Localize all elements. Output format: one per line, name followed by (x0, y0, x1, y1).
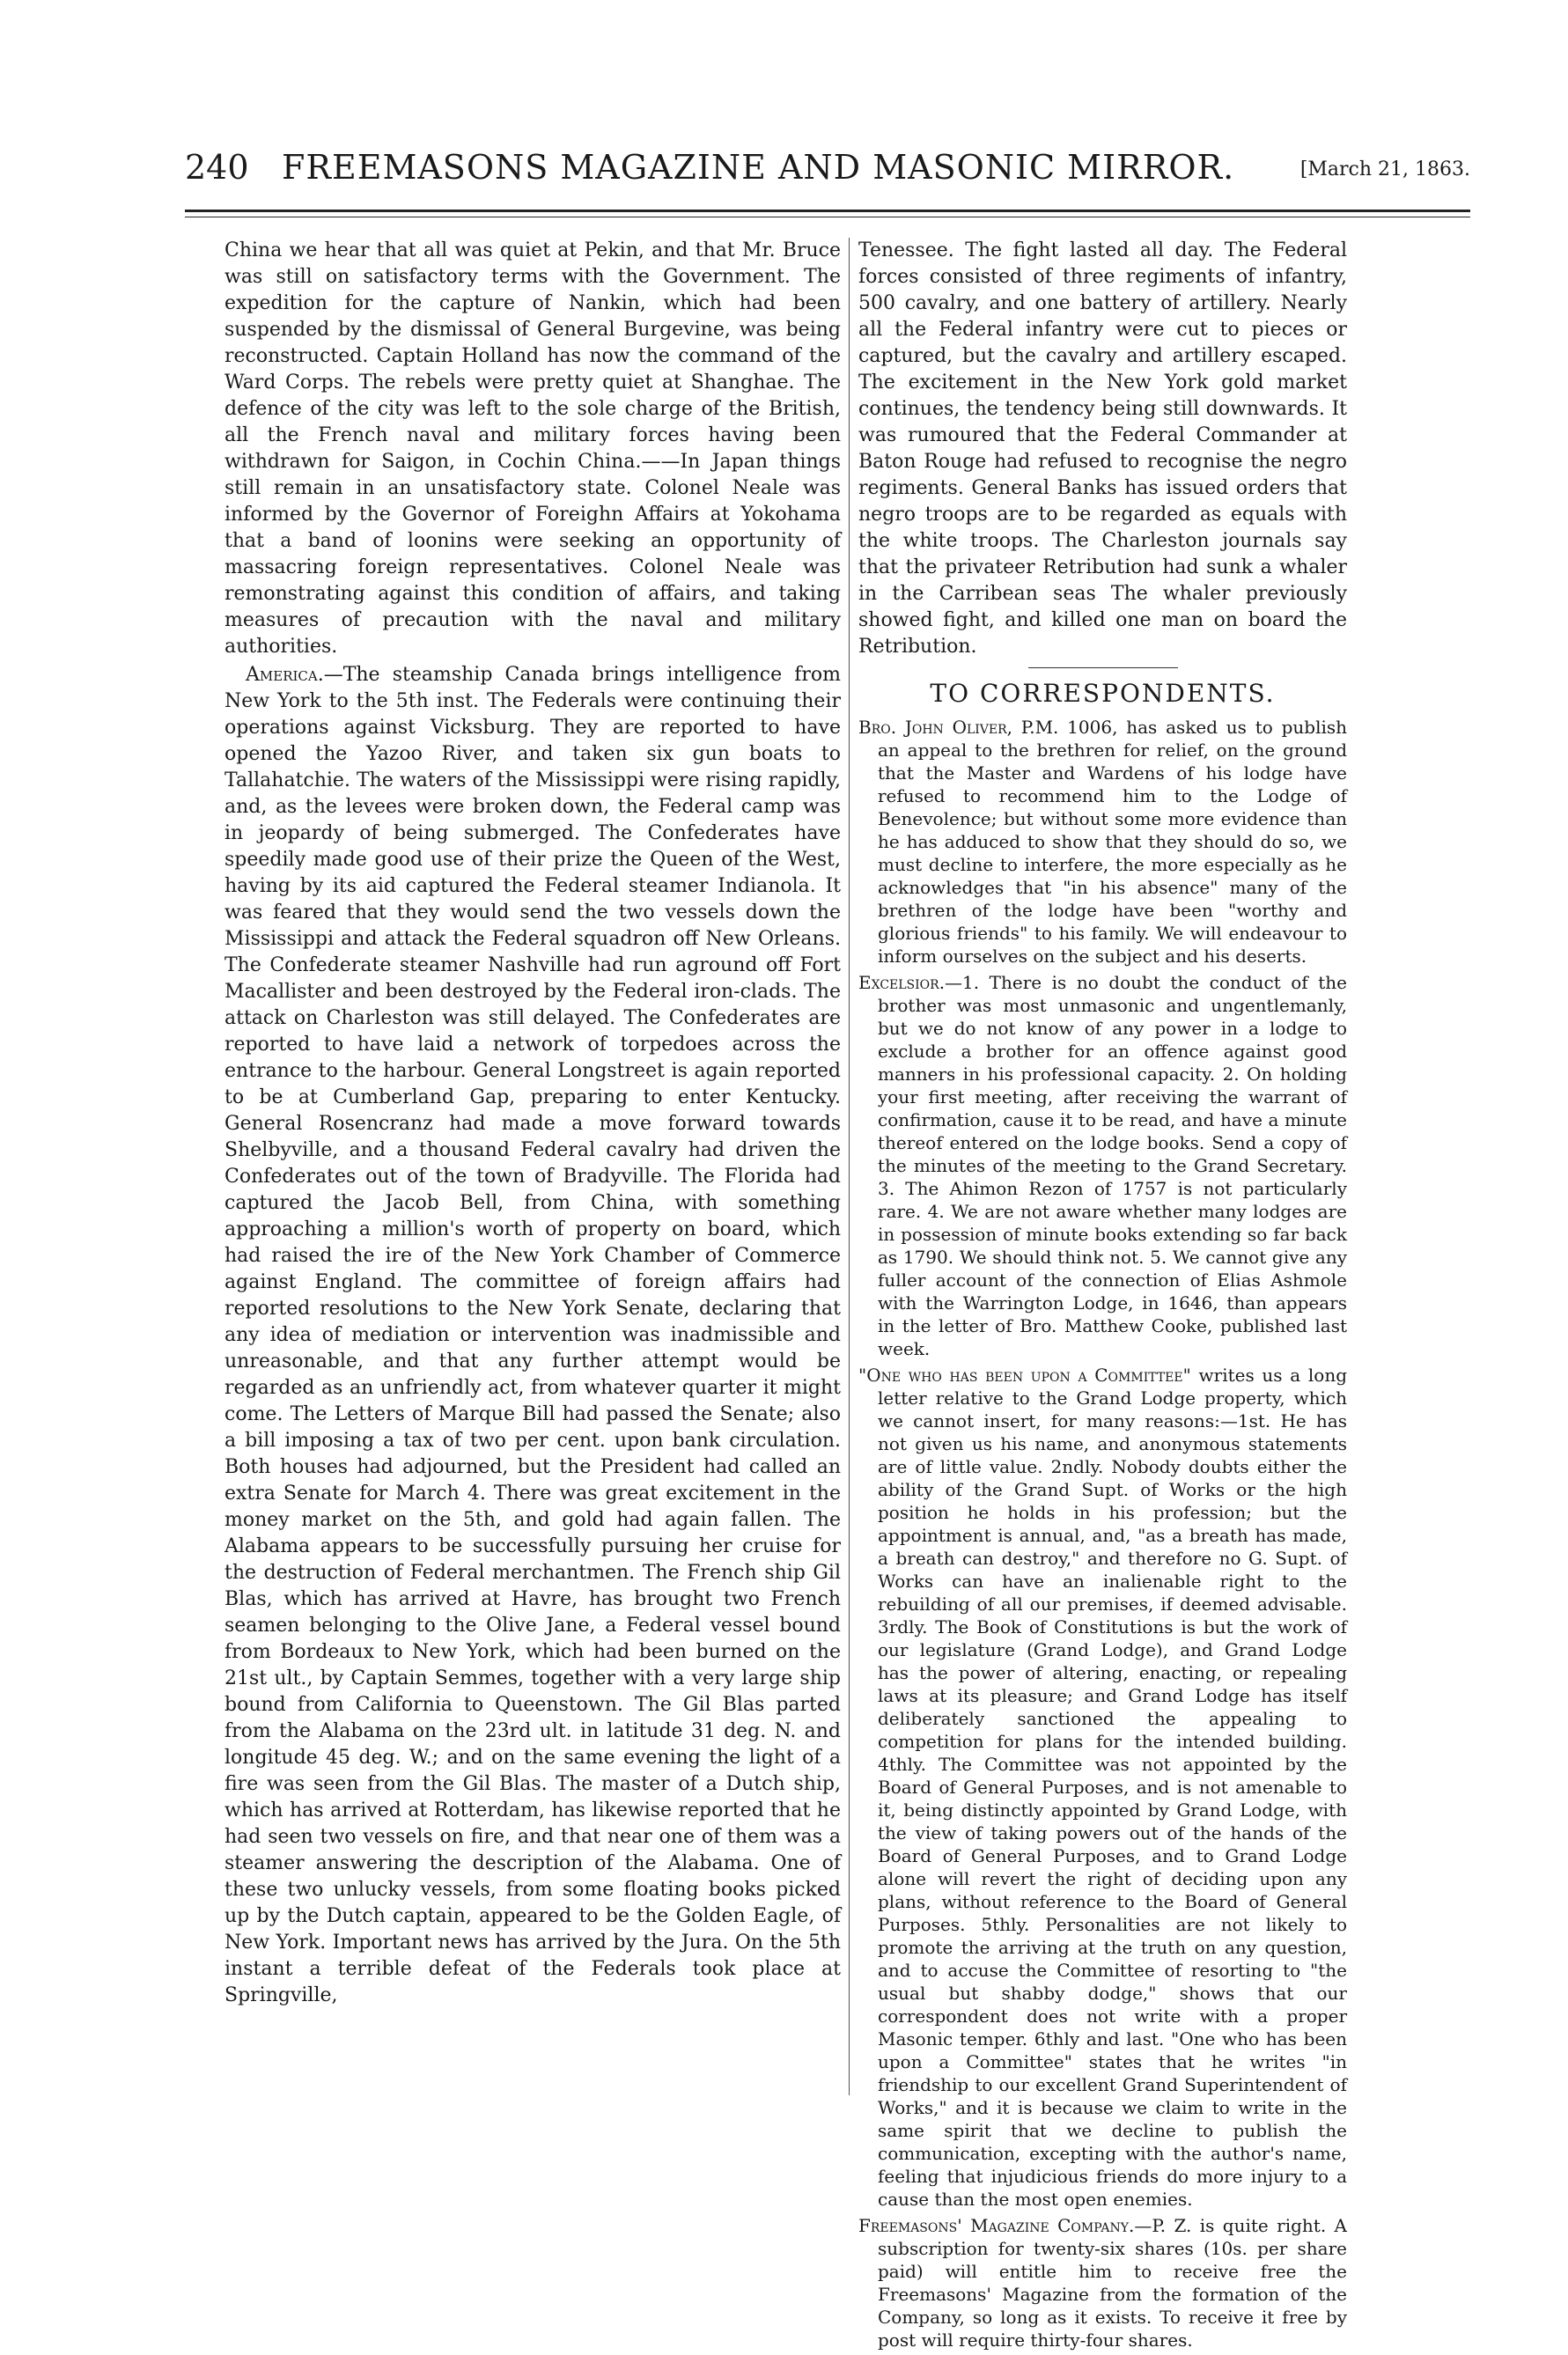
america-paragraph (225, 662, 841, 2009)
corr-oliver-body: has asked us to publish an appeal to the brethren for relief, on the ground that the Master and Wardens of his lodge have refused to recommend him to the Lodge of Benevolence; but without some more evidence than he has adduced to show that they should do so, we must decline to interfere, the more especially as he acknowledges that "in his absence" many of the brethren of the lodge have been "worthy and glorious friends" to his family. We will endeavour to inform ourselves on the subject and his deserts. (878, 717, 1348, 967)
corr-excelsior-body: —1. There is no doubt the conduct of the brother was most unmasonic and ungentlemanly, but we do not know of any power in a lodge to exclude a brother for an offence against good manners in his professional capacity. 2. On holding your first meeting, after receiving the warrant of confirmation, cause it to be read, and have a minute thereof entered on the lodge books. Send a copy of the minutes of the meeting to the Grand Secretary. 3. The Ahimon Rezon of 1757 is not particularly rare. 4. We are not aware whether many lodges are in possession of minute books extending so far back as 1790. We should think not. 5. We cannot give any fuller account of the connection of Elias Ashmole with the Warrington Lodge, in 1646, than appears in the letter of Bro. Matthew Cooke, published last week. (878, 972, 1347, 1359)
america-lead: America. (246, 664, 324, 686)
tennessee-paragraph: Tenessee. The fight lasted all day. The Federal forces consisted of three regiments of infantry, 500 cavalry, and one battery of artillery. Nearly all the Federal infantry were cut to pieces or captured, but the cavalry and artillery escaped. The excitement in the New York gold market continues, the tendency being still downwards. It was rumoured that the Federal Commander at Baton Rouge had refused to recognise the negro regiments. General Banks has issued orders that negro troops are to be regarded as equals with the white troops. The Charleston journals say that the privateer Retribution had sunk a whaler in the Carribean seas The whaler previously showed fight, and killed one man on board the Retribution. (858, 239, 1347, 658)
header-rule-thick (185, 210, 1470, 212)
corr-excelsior-lead: Excelsior. (858, 972, 946, 993)
right-column (858, 238, 1347, 2355)
left-column (225, 238, 841, 2011)
corr-oliver-lead: Bro. John Oliver, P.M. 1006, (858, 717, 1118, 738)
corr-committee-lead: "One who has been upon a Committee" (858, 1365, 1191, 1386)
page-number: 240 (185, 148, 249, 187)
correspondent-company (858, 2214, 1347, 2351)
corr-committee-body: writes us a long letter relative to the Grand Lodge property, which we cannot insert, for many reasons:—1st. He has not given us his name, and anonymous statements are of little value. 2ndly. Nobody doubts either the ability of the Grand Supt. of Works or the high position he holds in his profession; but the appointment is annual, and, "as a breath has made, a breath can destroy," and therefore no G. Supt. of Works can have an inalienable right to the rebuilding of all our premises, if deemed advisable. 3rdly. The Book of Constitutions is but the work of our legislature (Grand Lodge), and Grand Lodge has the power of altering, enacting, or repealing laws at its pleasure; and Grand Lodge has itself deliberately sanctioned the appealing to competition for plans for the intended building. 4thly. The Committee was not appointed by the Board of General Purposes, and is not amenable to it, being distinctly appointed by Grand Lodge, with the view of taking powers out of the hands of the Board of General Purposes, and to Grand Lodge alone will revert the right of deciding upon any plans, without reference to the Board of General Purposes. 5thly. Personalities are not likely to promote the arriving at the truth on any question, and to accuse the Committee of resorting to "the usual but shabby dodge," shows that our correspondent does not write with a proper Masonic temper. 6thly and last. "One who has been upon a Committee" states that he writes "in friendship to our excellent Grand Superintendent of Works," and it is because we claim to write in the same spirit that we decline to publish the communication, excepting with the author's name, feeling that injudicious friends do more injury to a cause than the most open enemies. (878, 1365, 1347, 2210)
america-body: —The steamship Canada brings intelligence from New York to the 5th inst. The Federals were continuing their operations against Vicksburg. They are reported to have opened the Yazoo River, and taken six gun boats to Tallahatchie. The waters of the Mississippi were rising rapidly, and, as the levees were broken down, the Federal camp was in jeopardy of being submerged. The Confederates have speedily made good use of their prize the Queen of the West, having by its aid captured the Federal steamer Indianola. It was feared that they would send the two vessels down the Mississippi and attack the Federal squadron off New Orleans. The Confederate steamer Nashville had run aground off Fort Macallister and been destroyed by the Federal iron-clads. The attack on Charleston was still delayed. The Confederates are reported to have laid a network of torpedoes across the entrance to the harbour. General Longstreet is again reported to be at Cumberland Gap, preparing to enter Kentucky. General Rosencranz had made a move forward towards Shelbyville, and a thousand Federal cavalry had driven the Confederates out of the town of Bradyville. The Florida had captured the Jacob Bell, from China, with something approaching a million's worth of property on board, which had raised the ire of the New York Chamber of Commerce against England. The committee of foreign affairs had reported resolutions to the New York Senate, declaring that any idea of mediation or intervention was inadmissible and unreasonable, and that any further attempt would be regarded as an unfriendly act, from whatever quarter it might come. The Letters of Marque Bill had passed the Senate; also a bill imposing a tax of two per cent. upon bank circulation. Both houses had adjourned, but the President had called an extra Senate for March 4. There was great excitement in the money market on the 5th, and gold had again fallen. The Alabama appears to be successfully pursuing her cruise for the destruction of Federal merchantmen. The French ship Gil Blas, which has arrived at Havre, has brought two French seamen belonging to the Olive Jane, a Federal vessel bound from Bordeaux to New York, which had been burned on the 21st ult., by Captain Semmes, together with a very large ship bound from California to Queenstown. The Gil Blas parted from the Alabama on the 23rd ult. in latitude 31 deg. N. and longitude 45 deg. W.; and on the same evening the light of a fire was seen from the Gil Blas. The master of a Dutch ship, which has arrived at Rotterdam, has likewise reported that he had seen two vessels on fire, and that near one of them was a steamer answering the description of the Alabama. One of these two unlucky vessels, from some floating books picked up by the Dutch captain, appeared to be the Golden Eagle, of New York. Important news has arrived by the Jura. On the 5th instant a terrible defeat of the Federals took place at Springville, (225, 664, 841, 2006)
correspondent-excelsior (858, 971, 1347, 1360)
corr-company-body: —P. Z. is quite right. A subscription for twenty-six shares (10s. per share paid) will entitle him to receive free the Freemasons' Magazine from the formation of the Company, so long as it exists. To receive it free by post will require thirty-four shares. (878, 2215, 1348, 2351)
correspondent-oliver (858, 716, 1347, 968)
section-rule (1028, 667, 1178, 668)
page-header (185, 141, 1470, 202)
issue-date: [March 21, 1863. (1299, 158, 1470, 180)
column-divider (849, 238, 850, 2095)
china-japan-paragraph: China we hear that all was quiet at Pekin, and that Mr. Bruce was still on satisfactory terms with the Government. The expedition for the capture of Nankin, which had been suspended by the dismissal of General Burgevine, was being reconstructed. Captain Holland has now the command of the Ward Corps. The rebels were pretty quiet at Shanghae. The defence of the city was left to the sole charge of the British, all the French naval and military forces having been withdrawn for Saigon, in Cochin China.——In Japan things still remain in an unsatisfactory state. Colonel Neale was informed by the Governor of Foreighn Affairs at Yokohama that a band of loonins were seeking an opportunity of massacring foreign representatives. Colonel Neale was remonstrating against this condition of affairs, and taking measures of precaution with the naval and military authorities. (225, 239, 841, 658)
corr-company-lead: Freemasons' Magazine Company. (858, 2215, 1135, 2236)
correspondent-committee (858, 1364, 1347, 2211)
masthead-title: FREEMASONS MAGAZINE AND MASONIC MIRROR. (282, 148, 1235, 187)
section-title: TO CORRESPONDENTS. (930, 679, 1276, 708)
